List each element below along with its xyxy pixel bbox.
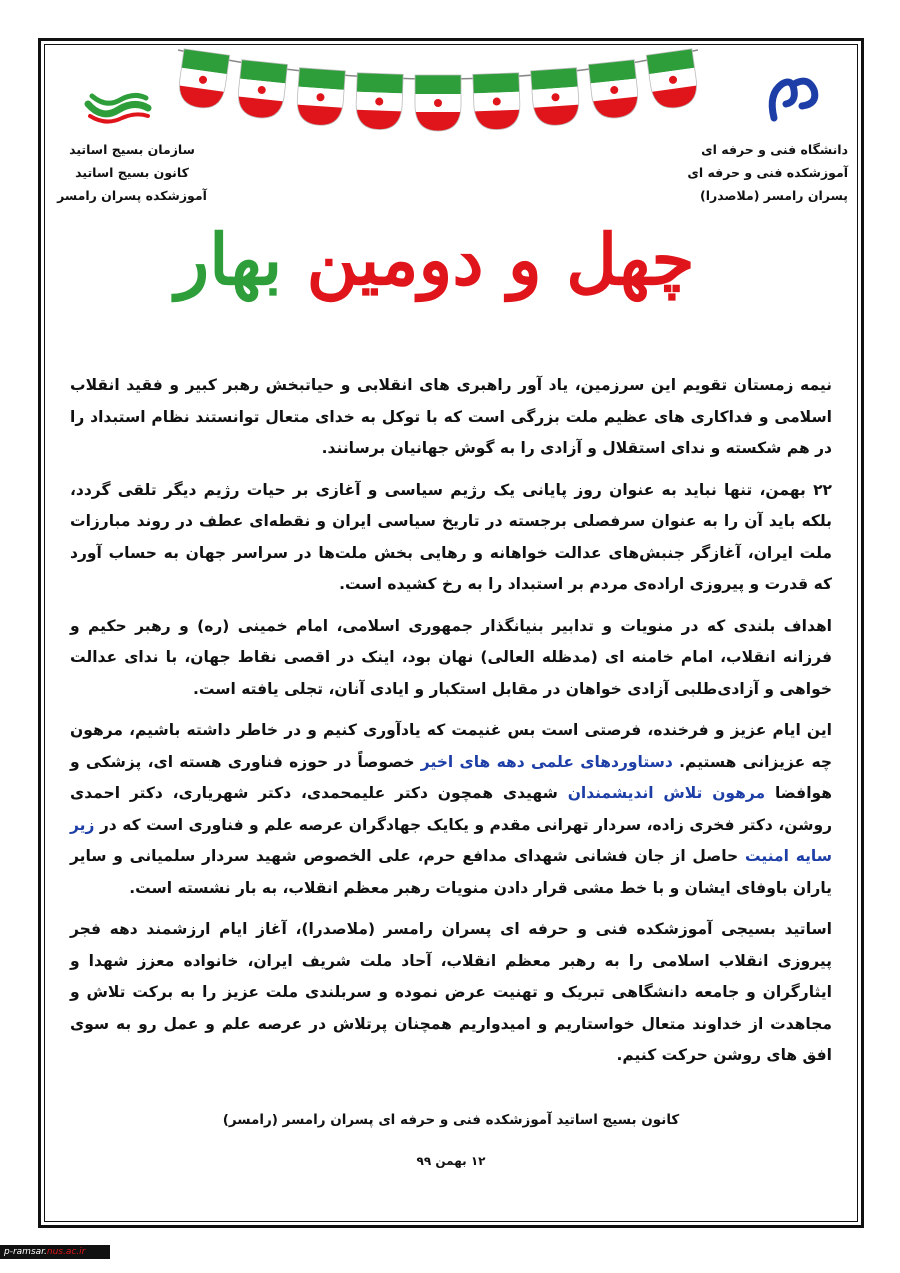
organization-line: آموزشکده پسران رامسر [57,188,207,203]
flag-pennant [588,60,640,121]
university-logo-icon [764,74,822,124]
paragraph-text: خصوصاً در حوزه فناوری هسته ای، پزشکی و هوافضا [70,752,832,802]
paragraph: نیمه زمستان تقویم این سرزمین، یاد آور راهبری های انقلابی و حیاتبخش رهبر کبیر و فقید انقلاب اسلامی و فداکاری های عظیم ملت بزرگی است که با توکل به خدای متعال توانستند نظام استبداد را در هم شکسته و ندای استقلال و آزادی را به گوش جهانیان برسانند. [70,376,832,457]
institute-line: دانشگاه فنی و حرفه ای [701,142,848,157]
highlight-text: زیر سایه امنیت [70,815,832,865]
paragraph: اساتید بسیجی آموزشکده فنی و حرفه ای پسران رامسر (ملاصدرا)، آغاز ایام ارزشمند دهه فجر پیروزی انقلاب اسلامی را به رهبر معظم انقلاب، آحاد ملت شریف ایران، خانواده معزز شهدا و ایثارگران و جامعه دانشگاهی تبریک و تهنیت عرض نموده و سربلندی ملت عزیز را به برکت تلاش و مجاهدت از خداوند متعال خواستاریم و امیدواریم همچنان پرتلاش در عرصه علم و عمل رو به سوی افق های روشن حرکت کنیم. [70,920,832,1064]
highlight-text: مرهون تلاش اندیشمندان [567,784,766,802]
highlight-text: دستاوردهای علمی دهه های اخیر [420,752,673,771]
organization-header [52,138,212,207]
paragraph: ۲۲ بهمن، تنها نباید به عنوان روز پایانی یک رژیم سیاسی و آغازی بر حیات رژیم دیگر تلقی گردد، بلکه باید آن را به عنوان سرفصلی برجسته در تاریخ سیاسی ایران و نقطه‌ای عطف در روند مبارزات ملت ایران، آغازگر جنبش‌های عدالت خواهانه و رهایی بخش ملت‌ها در سراسر جهان به حساب آورد که قدرت و پیروزی اراده‌ی مردم بر استبداد را به رخ کشیده است. [70,480,832,593]
flag-pennant [178,49,230,112]
statement-body [70,370,832,1082]
institute-header [608,138,848,207]
paragraph [70,715,832,904]
flag-pennant [473,73,521,132]
date: ۱۲ بهمن ۹۹ [416,1154,486,1168]
institute-line: پسران رامسر (ملاصدرا) [700,188,848,203]
signature: کانون بسیج اساتید آموزشکده فنی و حرفه ای پسران رامسر (رامسر) [222,1112,680,1128]
flag-pennant [646,49,698,112]
site-watermark [0,1245,110,1259]
flag-bunting [178,44,698,144]
flag-pennant [355,73,403,132]
organization-line: سازمان بسیج اساتید [69,142,195,157]
paragraph-text: این ایام عزیز و فرخنده، فرصتی است بس غنیمت که یادآوری کنیم و در خاطر داشته باشیم، مرهون چه عزیزانی هستیم. [70,721,833,771]
basij-logo-icon [82,86,154,126]
organization-line: کانون بسیج اساتید [75,165,189,180]
title-part-green: بهار [175,218,283,301]
institute-line: آموزشکده فنی و حرفه ای [687,165,848,180]
watermark-suffix: nus.ac.ir [46,1247,86,1257]
flag-pennant [415,75,461,132]
paragraph: اهداف بلندی که در منویات و تدابیر بنیانگذار جمهوری اسلامی، امام خمینی (ره) و رهبر حکیم و فرزانه انقلاب، امام خامنه ای (مدظله العالی) نهان بود، اینک در اقصی نقاط جهان، با ندای عدالت خواهی و آزادی‌طلبی آزادی خواهان در مقابل استکبار و ایادی آنان، تجلی یافته است. [70,616,832,698]
paragraph-text: حاصل از جان فشانی شهدای مدافع حرم، علی الخصوص شهید سردار سلمیانی و سایر یاران باوفای ایشان و با خط مشی قرار دادن منویات رهبر معظم انقلاب، به بار نشسته است. [70,847,832,897]
watermark-prefix: p-ramsar. [4,1247,47,1257]
flag-pennant [236,60,288,121]
paragraph-text: شهیدی همچون دکتر علیمحمدی، دکتر شهریاری، دکتر احمدی روشن، دکتر فخری زاده، سردار تهرانی مقدم و یکایک جهادگران عرصه علم و فناوری است که در [70,784,832,834]
flag-pennant [296,68,346,128]
page-title [175,205,695,335]
title-part-red: چهل و دومین [306,218,695,301]
flag-pennant [531,68,581,128]
